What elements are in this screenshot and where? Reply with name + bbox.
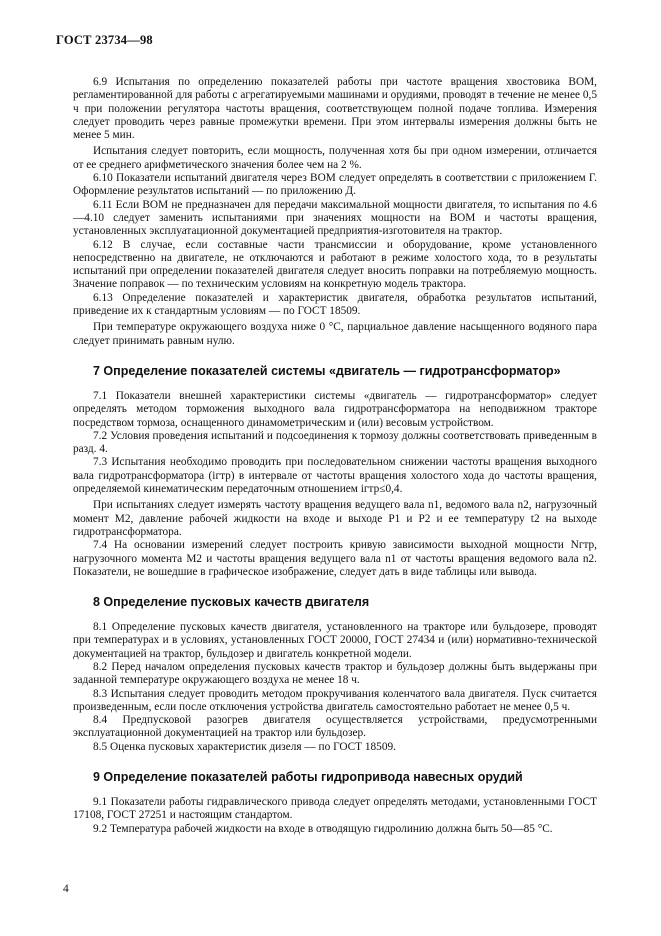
section-7-heading: 7 Определение показателей системы «двигатель — гидротрансформатор»: [93, 363, 561, 378]
paragraph-7-1: 7.1 Показатели внешней характеристики системы «двигатель — гидротрансформатор» следует определять методом торможения выходного вала гидротрансформатора на неподвижном тракторе посредством тормоза, оснащенного динамометрическим и (или) весовым устройством.: [73, 389, 597, 429]
paragraph-6-12: 6.12 В случае, если составные части трансмиссии и оборудование, кроме установленного непосредственно на двигателе, не отключаются и работают в режиме холостого хода, то в результаты испытаний при определении показателей двигателя следует вносить поправки на потребляемую мощность. Значение поправок — по техническим условиям на конкретную модель трактора.: [73, 238, 597, 291]
paragraph-6-9-repeat: Испытания следует повторить, если мощность, полученная хотя бы при одном измерении, отличается от ее среднего арифметического значения более чем на 2 %.: [73, 145, 597, 171]
standard-designation: ГОСТ 23734—98: [56, 33, 153, 47]
section-9-heading: 9 Определение показателей работы гидропривода навесных орудий: [93, 770, 523, 785]
paragraph-9-2: 9.2 Температура рабочей жидкости на входе в отводящую гидролинию должна быть 50—85 °С.: [93, 822, 553, 835]
paragraph-7-3-measurements: При испытаниях следует измерять частоту вращения ведущего вала n1, ведомого вала n2, нагрузочный момент M2, давление рабочей жидкости на входе и выходе P1 и P2 и ее температуру t2 на выходе гидротрансформатора.: [73, 499, 597, 538]
paragraph-6-9: 6.9 Испытания по определению показателей работы при частоте вращения хвостовика ВОМ, регламентированной для работы с агрегатируемыми машинами и орудиями, проводят в течение не менее 0,5 ч при положении регулятора частоты вращения, соответствующем полной подаче топлива. Измерения следует проводить через равные промежутки времени. При этом интервалы измерения должны быть не менее 5 мин.: [73, 76, 597, 142]
paragraph-8-4: 8.4 Предпусковой разогрев двигателя осуществляется устройствами, предусмотренными эксплуатационной документацией на трактор или бульдозер.: [73, 714, 597, 740]
paragraph-6-13: 6.13 Определение показателей и характеристик двигателя, обработка результатов испытаний, приведение их к стандартным условиям — по ГОСТ 18509.: [73, 291, 597, 318]
document-body: [73, 76, 597, 836]
paragraph-6-10: 6.10 Показатели испытаний двигателя через ВОМ следует определять в соответствии с приложением Г. Оформление результатов испытаний — по приложению Д.: [73, 172, 597, 198]
page-number: 4: [63, 883, 69, 895]
paragraph-9-1: 9.1 Показатели работы гидравлического привода следует определять методами, установленными ГОСТ 17108, ГОСТ 27251 и настоящим стандартом.: [73, 796, 597, 822]
section-8-heading: 8 Определение пусковых качеств двигателя: [93, 595, 370, 610]
paragraph-8-1: 8.1 Определение пусковых качеств двигателя, установленного на тракторе или бульдозере, проводят при температурах и в условиях, установленных ГОСТ 20000, ГОСТ 27434 и (или) нормативно-технической документацией на трактор, бульдозер и двигатель конкретной модели.: [73, 621, 597, 660]
paragraph-6-13-note: При температуре окружающего воздуха ниже 0 °С, парциальное давление насыщенного водяного пара следует принимать равным нулю.: [73, 321, 597, 347]
paragraph-7-3: 7.3 Испытания необходимо проводить при последовательном снижении частоты вращения выходного вала гидротрансформатора (iгтр) в интервале от частоты вращения холостого хода до частоты вращения, определяемой кинематическим передаточным отношением iгтр≤0,4.: [73, 456, 597, 496]
paragraph-8-3: 8.3 Испытания следует проводить методом прокручивания коленчатого вала двигателя. Пуск считается произведенным, если после отключения устройства двигатель самостоятельно работает не менее 0,5 ч.: [73, 687, 597, 713]
paragraph-6-11: 6.11 Если ВОМ не предназначен для передачи максимальной мощности двигателя, то испытания по 4.6—4.10 следует заменить испытаниями при значениях мощности на ВОМ и частоты вращения, установленных эксплуатационной документацией предприятия-изготовителя на трактор.: [73, 198, 597, 238]
paragraph-8-5: 8.5 Оценка пусковых характеристик дизеля — по ГОСТ 18509.: [93, 740, 396, 753]
paragraph-8-2: 8.2 Перед началом определения пусковых качеств трактор и бульдозер должны быть выдержаны при заданной температуре окружающего воздуха не менее 18 ч.: [73, 660, 597, 687]
paragraph-7-4: 7.4 На основании измерений следует построить кривую зависимости выходной мощности Nгтр, нагрузочного момента M2 и частоты вращения ведущего вала n1 от частоты вращения ведомого вала n2. Показатели, не вошедшие в графическое изображение, следует дать в виде таблицы или вывода.: [73, 539, 597, 578]
paragraph-7-2: 7.2 Условия проведения испытаний и подсоединения к тормозу должны соответствовать приведенным в разд. 4.: [73, 429, 597, 456]
